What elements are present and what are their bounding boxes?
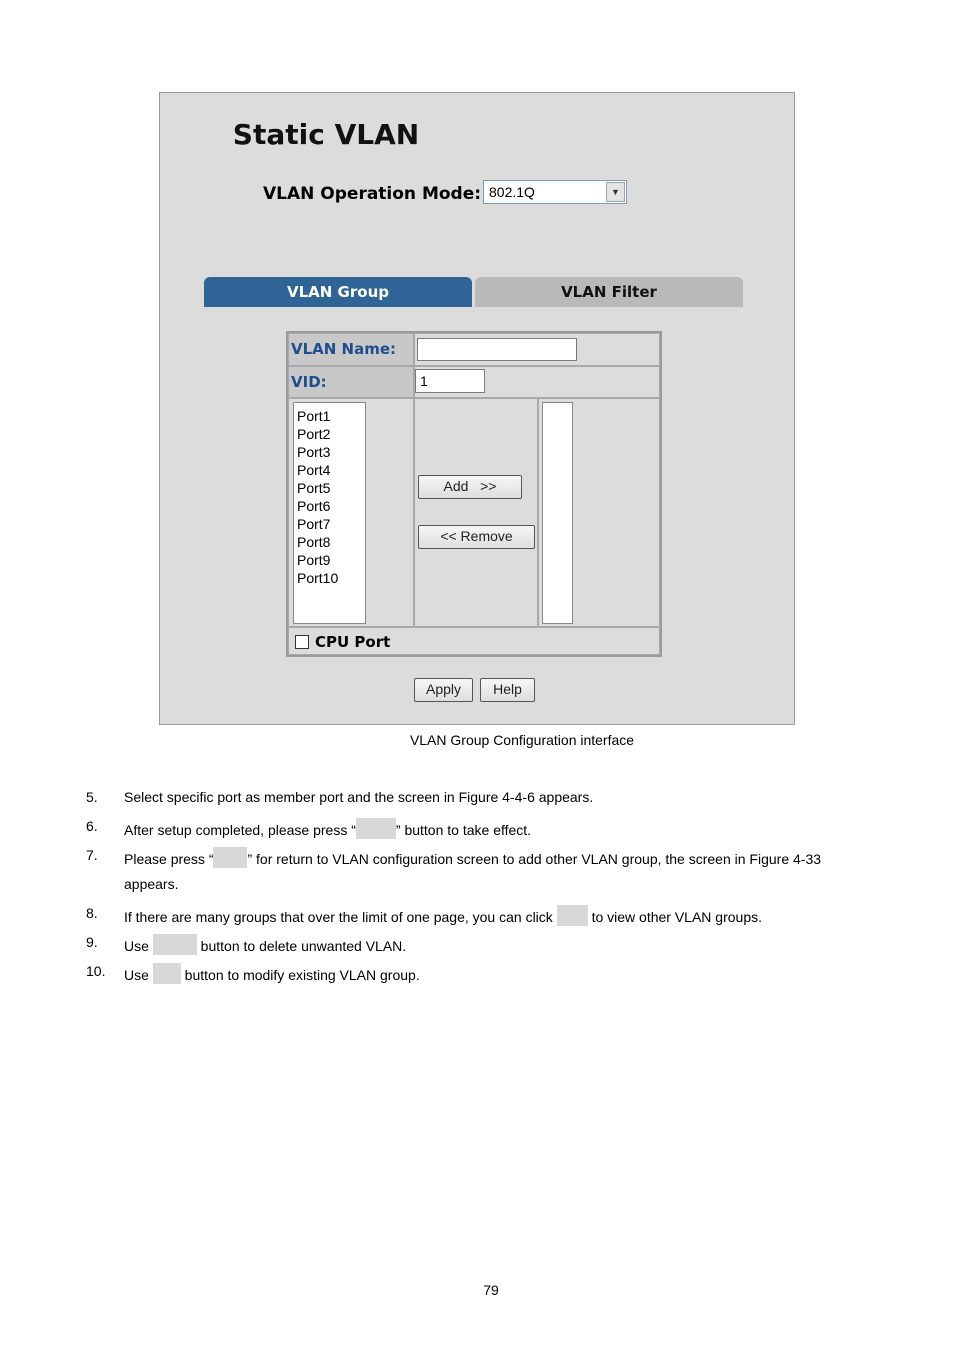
apply-button[interactable]: Apply bbox=[414, 678, 473, 702]
vlan-mode-value: 802.1Q bbox=[489, 184, 535, 200]
vlan-name-label: VLAN Name: bbox=[288, 333, 414, 366]
ports-cell bbox=[288, 398, 414, 627]
list-item[interactable]: Port8 bbox=[297, 534, 331, 550]
list-item[interactable]: Port2 bbox=[297, 426, 331, 442]
vid-input[interactable]: 1 bbox=[415, 369, 485, 393]
vid-label: VID: bbox=[288, 366, 414, 398]
list-item[interactable]: Port6 bbox=[297, 498, 331, 514]
tab-vlan-filter[interactable]: VLAN Filter bbox=[475, 277, 743, 307]
vlan-mode-select[interactable] bbox=[483, 180, 627, 204]
vlan-name-cell bbox=[414, 333, 660, 366]
figure-caption: VLAN Group Configuration interface bbox=[409, 732, 635, 748]
remove-button[interactable]: << Remove bbox=[418, 525, 535, 549]
list-item[interactable]: Port3 bbox=[297, 444, 331, 460]
cpu-port-checkbox[interactable] bbox=[295, 635, 309, 649]
list-item[interactable]: Port10 bbox=[297, 570, 339, 586]
delete-button-image bbox=[153, 934, 197, 955]
vlan-mode-label: VLAN Operation Mode: bbox=[263, 184, 482, 204]
edit-button-image bbox=[153, 963, 181, 984]
list-item[interactable]: Port5 bbox=[297, 480, 331, 496]
vlan-group-form bbox=[286, 331, 662, 657]
list-item[interactable]: Port7 bbox=[297, 516, 331, 532]
page-title: Static VLAN bbox=[232, 118, 420, 151]
chevron-down-icon[interactable]: ▼ bbox=[606, 182, 625, 202]
list-item[interactable]: Port4 bbox=[297, 462, 331, 478]
list-item[interactable]: Port1 bbox=[297, 408, 331, 424]
vlan-name-input[interactable] bbox=[417, 338, 577, 361]
list-item[interactable]: Port9 bbox=[297, 552, 331, 568]
tab-vlan-group[interactable]: VLAN Group bbox=[204, 277, 472, 307]
next-page-button-image bbox=[557, 905, 588, 926]
back-button-image bbox=[213, 847, 247, 868]
cpu-port-label: CPU Port bbox=[315, 633, 391, 651]
vid-cell bbox=[414, 366, 660, 398]
available-ports-list[interactable] bbox=[293, 402, 366, 624]
page-number: 79 bbox=[483, 1282, 499, 1298]
cpu-port-row bbox=[288, 627, 660, 655]
help-button[interactable]: Help bbox=[480, 678, 535, 702]
members-cell bbox=[538, 398, 660, 627]
add-button[interactable]: Add >> bbox=[418, 475, 522, 499]
buttons-cell bbox=[414, 398, 538, 627]
member-ports-list[interactable] bbox=[542, 402, 573, 624]
apply-button-image bbox=[356, 818, 396, 839]
